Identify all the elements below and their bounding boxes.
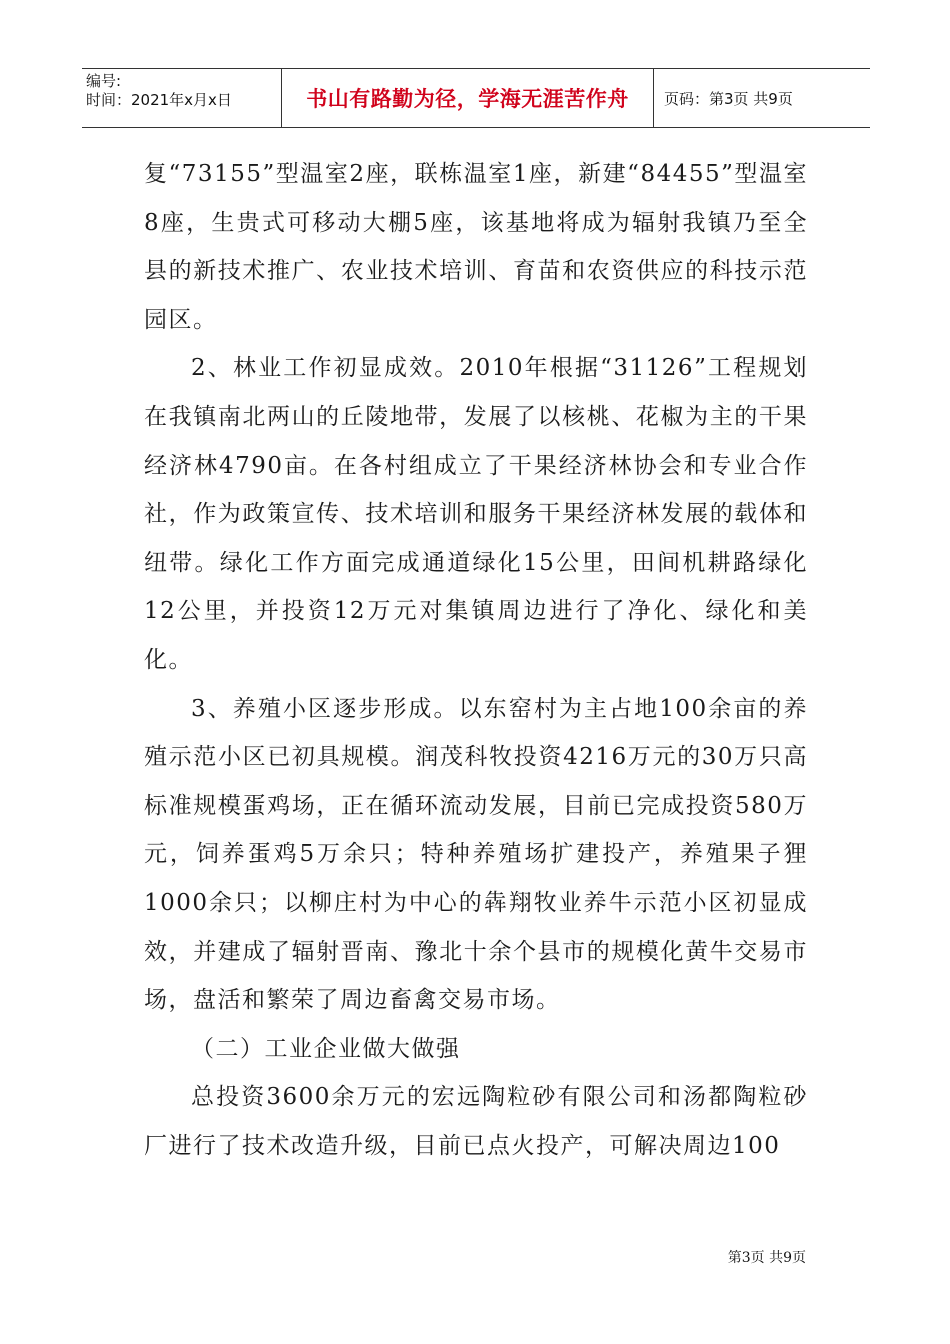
document-number-label: 编号: [86,72,122,90]
document-date: 时间：2021年x月x日 [86,91,232,109]
header-meta [82,69,282,127]
section-heading-industry: （二）工业企业做大做强 [191,1035,461,1062]
header-motto: 书山有路勤为径，学海无涯苦作舟 [282,69,654,127]
header-page-code: 页码：第3页 共9页 [664,89,793,108]
paragraph-greenhouse: 复“73155”型温室2座，联栋温室1座，新建“84455”型温室8座，生贵式可移动大棚5座，该基地将成为辐射我镇乃至全县的新技术推广、农业技术培训、育苗和农资供应的科技示范园区。 [144,161,808,333]
paragraph-forestry: 2、林业工作初显成效。2010年根据“31126”工程规划在我镇南北两山的丘陵地带，发展了以核桃、花椒为主的干果经济林4790亩。在各村组成立了干果经济林协会和专业合作社，作为政策宣传、技术培训和服务干果经济林发展的载体和纽带。绿化工作方面完成通道绿化15公里，田间机耕路绿化12公里，并投资12万元对集镇周边进行了净化、绿化和美化。 [144,355,808,673]
paragraph-breeding: 3、养殖小区逐步形成。以东窑村为主占地100余亩的养殖示范小区已初具规模。润茂科牧投资4216万元的30万只高标准规模蛋鸡场，正在循环流动发展，目前已完成投资580万元，饲养蛋鸡5万余只；特种养殖场扩建投产，养殖果子狸1000余只；以柳庄村为中心的犇翔牧业养牛示范小区初显成效，并建成了辐射晋南、豫北十余个县市的规模化黄牛交易市场，盘活和繁荣了周边畜禽交易市场。 [144,695,808,1014]
page-header [82,68,870,128]
page-footer-number: 第3页 共9页 [727,1250,806,1266]
document-body [144,150,808,1170]
paragraph-industry: 总投资3600余万元的宏远陶粒砂有限公司和汤都陶粒砂厂进行了技术改造升级，目前已点火投产，可解决周边100 [144,1084,808,1159]
